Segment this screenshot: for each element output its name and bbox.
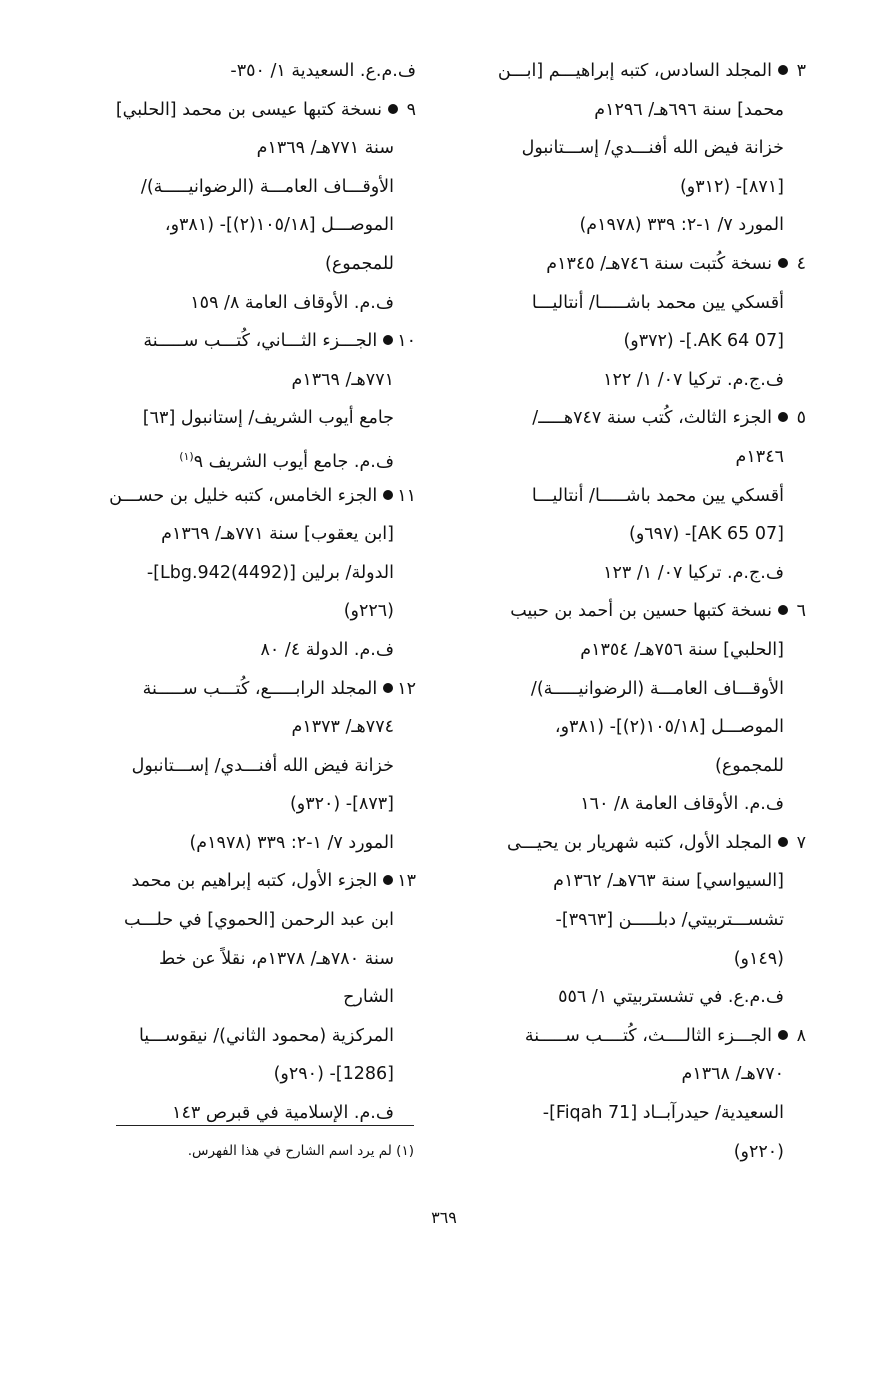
line-text: ف.م.ع. في تشستربيتي ١/ ٥٥٦ — [558, 987, 784, 1008]
entry-line — [464, 670, 806, 709]
line-text: (٢٢٦و) — [343, 601, 394, 622]
line-text: الجـــزء الثالــــث، كُتــــب ســـــنة — [524, 1025, 772, 1046]
entry-line — [84, 785, 416, 824]
line-text: المجلد الأول، كتبه شهريار بن يحيـــى — [507, 832, 772, 853]
line-text: تشســـتربيتي/ دبلـــــن [٣٩٦٣]- — [555, 910, 784, 931]
line-text: ابن عبد الرحمن [الحموي] في حلـــب — [123, 910, 394, 931]
entry-line — [464, 1055, 806, 1094]
line-text: الجزء الخامس، كتبه خليل بن حســـن — [109, 485, 378, 506]
entry-line — [464, 785, 806, 824]
line-text: ٧٧١هـ/ ١٣٦٩م — [291, 369, 394, 390]
line-text: ف.م. الأوقاف العامة ٨/ ١٥٩ — [190, 292, 394, 313]
line-text: سنة ٧٧١هـ/ ١٣٦٩م — [256, 138, 394, 159]
entry-line — [464, 747, 806, 786]
entry-line — [84, 206, 416, 245]
entry-heading-line — [84, 477, 416, 516]
entry-line — [84, 978, 416, 1017]
line-text: أقسكي يين محمد باشـــــا/ أنتاليـــا — [531, 292, 784, 313]
entry-number: ٥ — [796, 408, 806, 429]
entry-line — [464, 129, 806, 168]
bullet-icon — [778, 65, 788, 75]
bullet-icon — [383, 335, 393, 345]
line-text: المجلد السادس، كتبه إبراهيـــم [ابـــن — [497, 61, 772, 81]
entry-heading-line — [84, 322, 416, 361]
entry-line — [84, 129, 416, 168]
line-text: الأوقـــاف العامـــة (الرضوانيـــــة)/ — [530, 678, 784, 699]
line-text: المورد ٧/ ١-٢: ٣٣٩ (١٩٧٨م) — [189, 832, 394, 853]
entry-line — [464, 361, 806, 400]
entry-number: ١١ — [397, 485, 416, 506]
line-text: ف.م. جامع أيوب الشريف ٩ — [193, 451, 394, 472]
footnote: (١) لم يرد اسم الشارح في هذا الفهرس. — [187, 1143, 414, 1159]
entry-heading-line — [84, 670, 416, 709]
entry-heading-line — [464, 824, 806, 863]
entry-line — [464, 438, 806, 477]
bullet-icon — [383, 875, 393, 885]
line-text: جامع أيوب الشريف/ إستانبول [٦٣] — [142, 408, 394, 429]
bullet-icon — [778, 412, 788, 422]
entry-number: ٧ — [796, 832, 806, 853]
line-text: ٧٧٤هـ/ ١٣٧٣م — [291, 717, 394, 738]
line-text: [٨٧٣]- (٣٢٠و) — [289, 794, 394, 815]
footnote-marker: (١) — [179, 449, 194, 463]
entry-number: ٩ — [406, 99, 416, 120]
line-text: للمجموع) — [715, 755, 784, 776]
line-text: الموصـــل [١٠٥/١٨(٢)]- (٣٨١و، — [164, 215, 394, 236]
line-text: المركزية (محمود الثاني)/ نيقوســـيا — [138, 1025, 394, 1046]
left-column — [84, 52, 416, 1133]
line-text: ف.ج.م. تركيا ٠٧/ ١/ ١٢٢ — [603, 369, 784, 390]
entry-line — [84, 824, 416, 863]
line-text: الشارح — [343, 987, 394, 1008]
entry-line — [464, 168, 806, 207]
entry-line — [464, 91, 806, 130]
line-text: الجزء الثالث، كُتب سنة ٧٤٧هـــــ/ — [532, 408, 772, 429]
line-text: ف.ج.م. تركيا ٠٧/ ١/ ١٢٣ — [603, 562, 784, 583]
entry-number: ٣ — [796, 61, 806, 81]
bullet-icon — [383, 490, 393, 500]
line-text: ف.م. الدولة ٤/ ٨٠ — [260, 639, 394, 660]
entry-heading-line — [464, 592, 806, 631]
line-text: سنة ٧٨٠هـ/ ١٣٧٨م، نقلاً عن خط — [158, 948, 394, 969]
entry-heading-line — [464, 399, 806, 438]
entry-line — [84, 284, 416, 323]
entry-line — [464, 978, 806, 1017]
entry-line — [84, 168, 416, 207]
entry-heading-line — [464, 1017, 806, 1056]
line-text: ٧٧٠هـ/ ١٣٦٨م — [681, 1064, 784, 1085]
entry-line — [464, 206, 806, 245]
bullet-icon — [778, 837, 788, 847]
line-text: الجـــزء الثـــاني، كُتـــب ســـــنة — [143, 331, 378, 352]
bullet-icon — [388, 104, 398, 114]
bullet-icon — [383, 683, 393, 693]
line-text: المجلد الرابـــــع، كُتـــب ســـــنة — [142, 678, 378, 699]
entry-line — [84, 245, 416, 284]
entry-line — [464, 322, 806, 361]
line-text: [٨٧١]- (٣١٢و) — [679, 176, 784, 197]
line-text: ف.م. الإسلامية في قبرص ١٤٣ — [172, 1103, 394, 1124]
entry-line — [84, 1094, 416, 1133]
line-text: الدولة/ برلين [Lbg.942(4492)]- — [146, 562, 394, 583]
entry-heading-line — [84, 91, 416, 130]
line-text: المورد ٧/ ١-٢: ٣٣٩ (١٩٧٨م) — [579, 215, 784, 236]
entry-line — [84, 1055, 416, 1094]
entry-line — [84, 399, 416, 438]
entry-line — [84, 554, 416, 593]
entry-line — [464, 1094, 806, 1133]
line-text: الأوقـــاف العامـــة (الرضوانيـــــة)/ — [140, 176, 394, 197]
line-text: [ابن يعقوب] سنة ٧٧١هـ/ ١٣٦٩م — [161, 524, 394, 545]
entry-line — [464, 708, 806, 747]
bullet-icon — [778, 1030, 788, 1040]
entry-number: ١٣ — [397, 871, 416, 892]
line-text: نسخة كتبها حسين بن أحمد بن حبيب — [510, 601, 772, 622]
line-text: ف.م.ع. السعيدية ١/ ٣٥٠- — [230, 61, 416, 81]
entry-line — [84, 592, 416, 631]
entry-line — [84, 901, 416, 940]
line-text: نسخة كتبها عيسى بن محمد [الحلبي] — [115, 99, 382, 120]
entry-heading-line — [84, 52, 416, 91]
entry-line — [464, 477, 806, 516]
entry-number: ١٠ — [397, 331, 416, 352]
line-text: (٢٢٠و) — [733, 1141, 784, 1162]
entry-line — [84, 747, 416, 786]
entry-number: ١٢ — [397, 678, 416, 699]
line-text: [07 AK 64.]- (٣٧٢و) — [623, 331, 784, 352]
entry-number: ٤ — [796, 253, 806, 274]
line-text: خزانة فيض الله أفنـــدي/ إســـتانبول — [521, 138, 784, 159]
entry-line — [464, 940, 806, 979]
entry-number: ٦ — [796, 601, 806, 622]
bullet-icon — [778, 605, 788, 615]
entry-line — [84, 438, 416, 477]
line-text: السعيدية/ حيدرآبــاد [Fiqah 71]- — [542, 1103, 784, 1124]
entry-heading-line — [464, 52, 806, 91]
entry-line — [464, 284, 806, 323]
line-text: (١٤٩و) — [733, 948, 784, 969]
line-text: للمجموع) — [325, 253, 394, 274]
entry-line — [464, 862, 806, 901]
line-text: [الحلبي] سنة ٧٥٦هـ/ ١٣٥٤م — [580, 639, 784, 660]
entry-line — [84, 1017, 416, 1056]
entry-line — [464, 631, 806, 670]
entry-number: ٨ — [796, 1025, 806, 1046]
line-text: خزانة فيض الله أفنـــدي/ إســـتانبول — [131, 755, 394, 776]
entry-line — [84, 515, 416, 554]
entry-line — [464, 901, 806, 940]
line-text: نسخة كُتبت سنة ٧٤٦هـ/ ١٣٤٥م — [546, 253, 772, 274]
footnote-divider — [116, 1125, 414, 1126]
page-number: ٣٦٩ — [431, 1208, 457, 1227]
entry-line — [464, 515, 806, 554]
line-text: الموصـــل [١٠٥/١٨(٢)]- (٣٨١و، — [554, 717, 784, 738]
entry-line — [84, 708, 416, 747]
right-column — [464, 52, 806, 1171]
line-text: ف.م. الأوقاف العامة ٨/ ١٦٠ — [580, 794, 784, 815]
entry-line — [84, 940, 416, 979]
line-text: [1286]- (٢٩٠و) — [273, 1064, 394, 1085]
entry-line — [464, 1133, 806, 1172]
entry-heading-line — [84, 862, 416, 901]
entry-line — [84, 631, 416, 670]
line-text: محمد] سنة ٦٩٦هـ/ ١٢٩٦م — [594, 99, 784, 120]
line-text: ١٣٤٦م — [735, 446, 784, 467]
entry-line — [464, 554, 806, 593]
bullet-icon — [778, 258, 788, 268]
line-text: الجزء الأول، كتبه إبراهيم بن محمد — [131, 871, 378, 892]
line-text: أقسكي يين محمد باشـــــا/ أنتاليـــا — [531, 485, 784, 506]
line-text: [07 AK 65]- (٦٩٧و) — [629, 524, 784, 545]
entry-line — [84, 361, 416, 400]
entry-heading-line — [464, 245, 806, 284]
line-text: [السيواسي] سنة ٧٦٣هـ/ ١٣٦٢م — [553, 871, 784, 892]
